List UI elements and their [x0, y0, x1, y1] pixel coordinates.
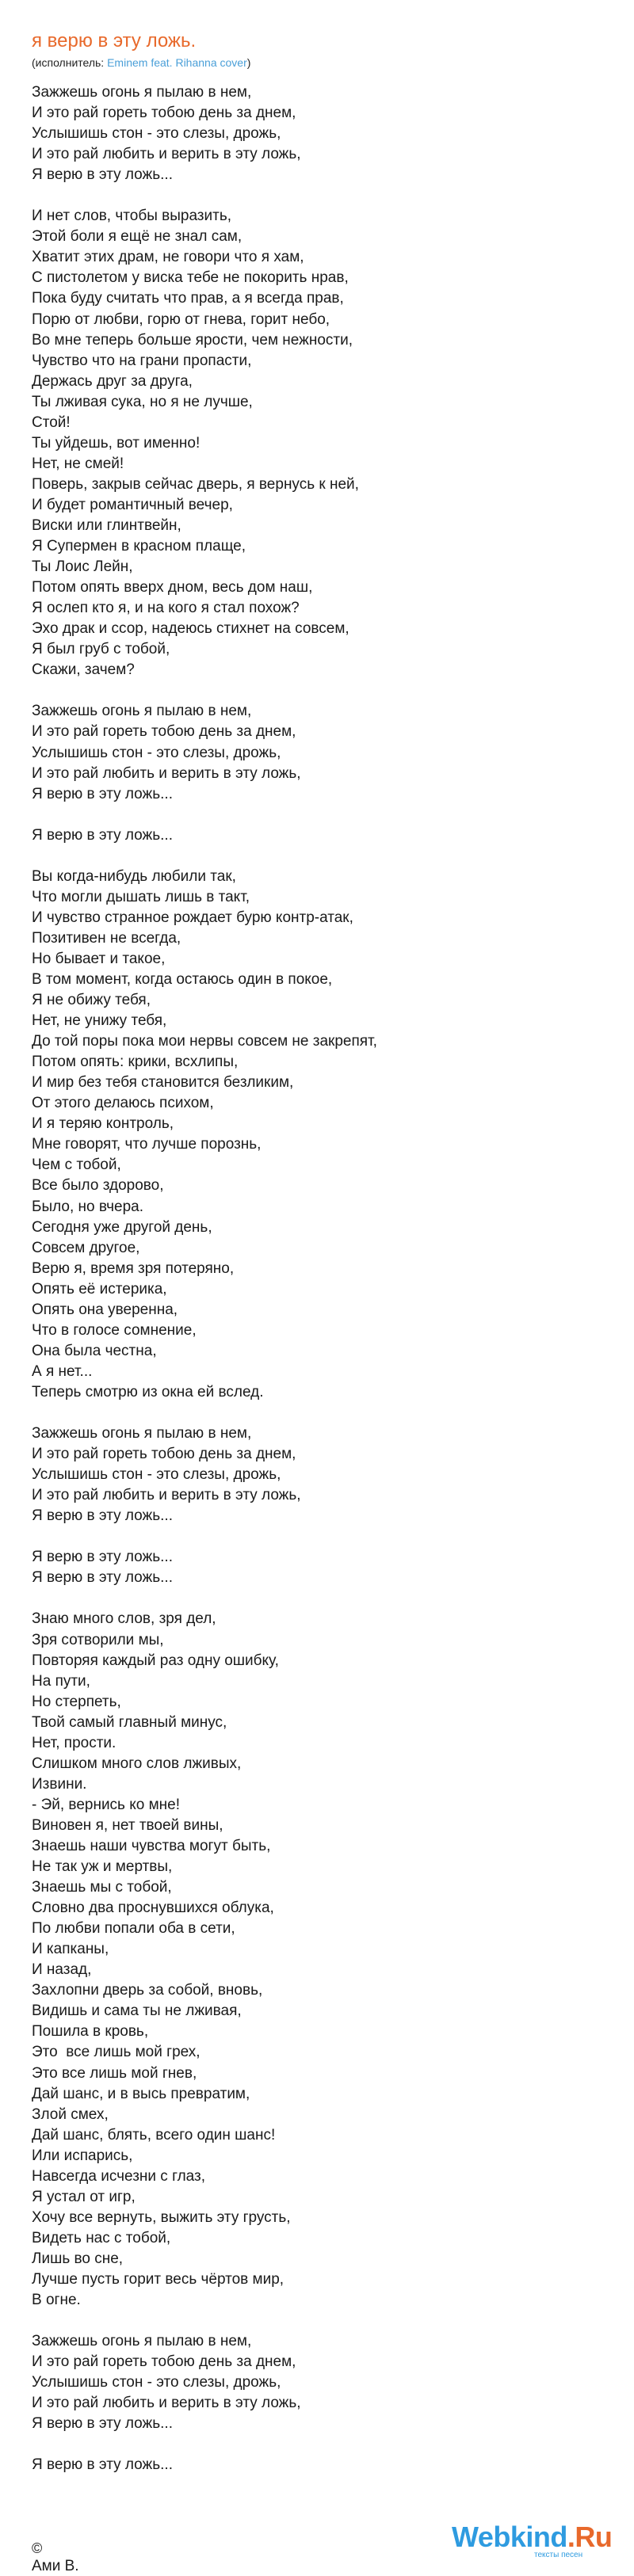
- lyrics-text: Зажжешь огонь я пылаю в нем, И это рай гореть тобою день за днем, Услышишь стон - это слезы, дрожь, И это рай любить и верить в эту ложь, Я верю в эту ложь... И нет слов, чтобы выразить, Этой боли я ещё не знал сам, Хватит этих драм, не говори что я хам, С пистолетом у виска тебе не покорить нрав, Пока буду считать что прав, а я всегда прав, Порю от любви, горю от гнева, горит небо, Во мне теперь больше ярости, чем нежности, Чувство что на грани пропасти, Держась друг за друга, Ты лживая сука, но я не лучше, Стой! Ты уйдешь, вот именно! Нет, не смей! Поверь, закрыв сейчас дверь, я вернусь к ней, И будет романтичный вечер, Виски или глинтвейн, Я Супермен в красном плаще, Ты Лоис Лейн, Потом опять вверх дном, весь дом наш, Я ослеп кто я, и на кого я стал похож? Эхо драк и ссор, надеюсь стихнет на совсем, Я был груб с тобой, Скажи, зачем? Зажжешь огонь я пылаю в нем, И это рай гореть тобою день за днем, Услышишь стон - это слезы, дрожь, И это рай любить и верить в эту ложь, Я верю в эту ложь... Я верю в эту ложь... Вы когда-нибудь любили так, Что могли дышать лишь в такт, И чувство странное рождает бурю контр-атак, Позитивен не всегда, Но бывает и такое, В том момент, когда остаюсь один в покое, Я не обижу тебя, Нет, не унижу тебя, До той поры пока мои нервы совсем не закрепят, Потом опять: крики, всхлипы, И мир без тебя становится безликим, От этого делаюсь психом, И я теряю контроль, Мне говорят, что лучше порознь, Чем с тобой, Все было здорово, Было, но вчера. Сегодня уже другой день, Совсем другое, Верю я, время зря потеряно, Опять её истерика, Опять она уверенна, Что в голосе сомнение, Она была честна, А я нет... Теперь смотрю из окна ей вслед. Зажжешь огонь я пылаю в нем, И это рай гореть тобою день за днем, Услышишь стон - это слезы, дрожь, И это рай любить и верить в эту ложь, Я верю в эту ложь... Я верю в эту ложь... Я верю в эту ложь... Знаю много слов, зря дел, Зря сотворили мы, Повторяя каждый раз одну ошибку, На пути, Но стерпеть, Твой самый главный минус, Нет, прости. Слишком много слов лживых, Извини. - Эй, вернись ко мне! Виновен я, нет твоей вины, Знаешь наши чувства могут быть, Не так уж и мертвы, Знаешь мы с тобой, Словно два проснувшихся облука, По любви попали оба в сети, И капканы, И назад, Захлопни дверь за собой, вновь, Видишь и сама ты не лживая, Пошила в кровь, Это все лишь мой грех, Это все лишь мой гнев, Дай шанс, и в высь превратим, Злой смех, Дай шанс, блять, всего один шанс! Или испарись, Навсегда исчезни с глаз, Я устал от игр, Хочу все вернуть, выжить эту грусть, Видеть нас с тобой, Лишь во сне, Лучше пусть горит весь чёртов мир, В огне. Зажжешь огонь я пылаю в нем, И это рай гореть тобою день за днем, Услышишь стон - это слезы, дрожь, И это рай любить и верить в эту ложь, Я верю в эту ложь... Я верю в эту ложь...: [32, 84, 377, 2474]
- logo-tagline: тексты песен: [534, 2551, 583, 2559]
- song-meta: [32, 54, 602, 71]
- lyrics-author: Ами В.: [32, 2558, 79, 2574]
- logo-wordmark: [452, 2521, 612, 2554]
- logo-tld-text: .Ru: [567, 2521, 613, 2553]
- copyright-sign: ©: [32, 2540, 43, 2556]
- performer-link[interactable]: Eminem feat. Rihanna cover: [107, 56, 247, 69]
- webkind-logo[interactable]: [452, 2521, 612, 2563]
- song-title: я верю в эту ложь.: [32, 30, 197, 51]
- performer-prefix: (исполнитель:: [32, 56, 108, 69]
- logo-main-text: Webkind: [452, 2521, 567, 2553]
- performer-suffix: ): [246, 56, 251, 69]
